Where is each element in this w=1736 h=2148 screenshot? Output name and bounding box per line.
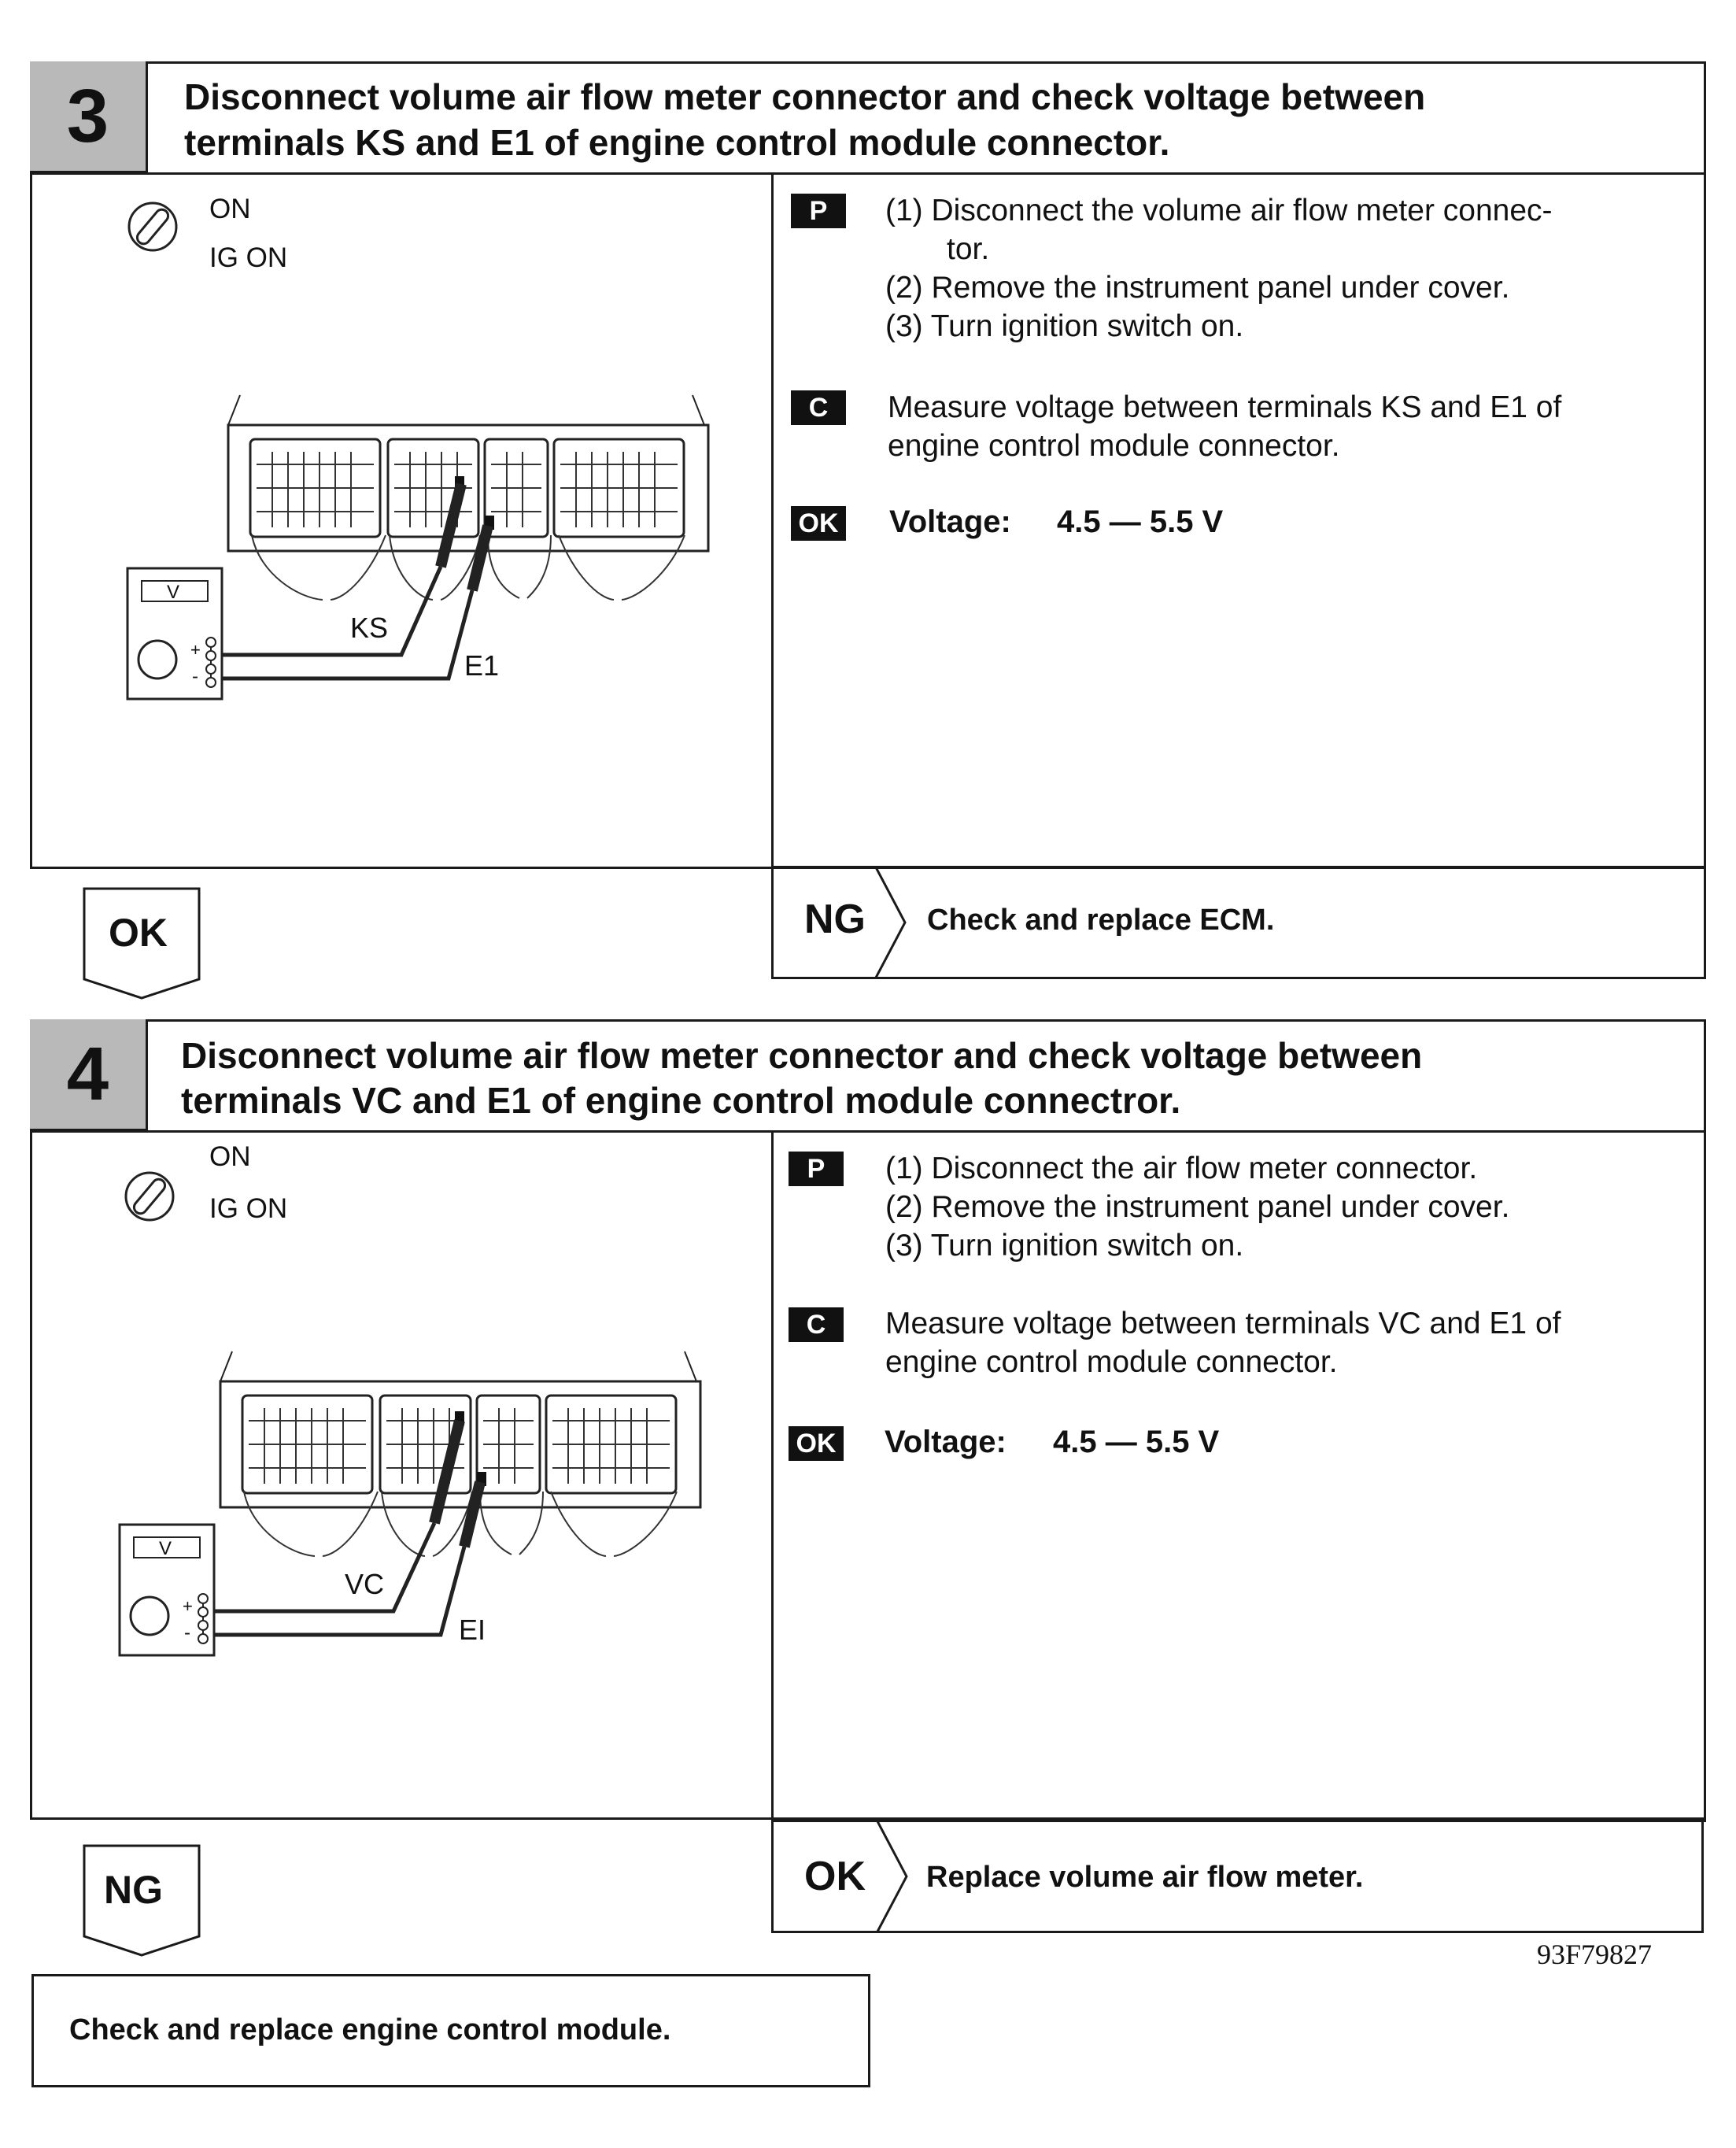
step-3-p-line-1: (1) Disconnect the volume air flow meter connec- — [885, 194, 1553, 227]
step-3-p-line-4: (3) Turn ignition switch on. — [885, 309, 1244, 343]
step-3-result-right-edge — [1704, 866, 1706, 979]
step-3-down-label: OK — [109, 911, 168, 955]
step-3-ok-badge: OK — [791, 506, 846, 541]
step-3-c-badge: C — [791, 390, 846, 425]
step-4-result-left-edge — [771, 1820, 774, 1933]
step-4-title-line1: Disconnect volume air flow meter connector and check voltage between — [181, 1035, 1423, 1076]
step-4-side-text: Replace volume air flow meter. — [926, 1861, 1364, 1894]
probe-label-ks: KS — [350, 612, 389, 644]
meter-label: V — [159, 1538, 172, 1559]
step-3-column-divider — [771, 172, 774, 869]
step-4-title-divider — [30, 1130, 1706, 1133]
ecm-connector-diagram — [118, 386, 716, 716]
step-4-ok-badge: OK — [789, 1426, 844, 1461]
step-4-c-line-1: Measure voltage between terminals VC and E1 of — [885, 1307, 1561, 1340]
step-4-title-line2: terminals VC and E1 of engine control module connectror. — [181, 1080, 1181, 1121]
switch-ig-on-label: IG ON — [209, 242, 288, 273]
step-4-p-line-3: (3) Turn ignition switch on. — [885, 1229, 1244, 1263]
step-3-title-divider — [30, 172, 1706, 175]
step-3-p-line-3: (2) Remove the instrument panel under cover. — [885, 271, 1510, 305]
step-3-number: 3 — [30, 61, 148, 173]
step-3-p-line-2: tor. — [947, 232, 990, 266]
switch-on-label: ON — [209, 1141, 251, 1172]
ignition-switch-icon — [120, 1165, 186, 1240]
step-4-result-bottom — [771, 1931, 1704, 1933]
switch-ig-on-label: IG ON — [209, 1193, 288, 1224]
step-4-p-line-2: (2) Remove the instrument panel under cover. — [885, 1190, 1510, 1224]
step-4-side-label: OK — [804, 1854, 866, 1899]
step-3-voltage-label: Voltage: — [889, 505, 1011, 539]
probe-label-e1: E1 — [464, 649, 500, 682]
step-4-column-divider — [771, 1130, 774, 1820]
step-3-result-bottom — [771, 977, 1706, 979]
step-4-voltage-label: Voltage: — [885, 1425, 1007, 1459]
ecm-connector-diagram — [110, 1342, 708, 1673]
final-action-text: Check and replace engine control module. — [69, 2013, 671, 2046]
step-3-c-line-2: engine control module connector. — [888, 429, 1340, 463]
svg-text:-: - — [184, 1622, 190, 1643]
step-4-voltage-value: 4.5 — 5.5 V — [1053, 1425, 1220, 1459]
step-4-ok-chevron — [875, 1820, 910, 1933]
svg-text:+: + — [190, 640, 201, 660]
step-3-ng-chevron — [874, 866, 908, 979]
svg-text:+: + — [183, 1596, 193, 1616]
step-3-side-label: NG — [804, 897, 866, 942]
switch-on-label: ON — [209, 194, 251, 224]
figure-id: 93F79827 — [1537, 1939, 1653, 1970]
meter-label: V — [167, 582, 180, 603]
step-4-p-line-1: (1) Disconnect the air flow meter connector. — [885, 1152, 1478, 1185]
step-4-c-line-2: engine control module connector. — [885, 1345, 1338, 1379]
step-4-number: 4 — [30, 1019, 148, 1131]
step-4-p-badge: P — [789, 1152, 844, 1186]
step-4-bottom-rule — [771, 1820, 1706, 1822]
svg-text:-: - — [192, 666, 198, 687]
step-4-result-right-edge — [1701, 1820, 1704, 1933]
step-3-title-line2: terminals KS and E1 of engine control module connector. — [184, 122, 1170, 163]
step-3-result-left-edge — [771, 866, 774, 979]
ignition-switch-icon — [123, 195, 189, 271]
probe-label-ei: EI — [459, 1614, 486, 1646]
step-3-p-badge: P — [791, 194, 846, 228]
step-3-voltage-value: 4.5 — 5.5 V — [1057, 505, 1224, 539]
step-3-side-text: Check and replace ECM. — [927, 904, 1275, 937]
step-3-bottom-rule — [771, 866, 1706, 868]
step-3-c-line-1: Measure voltage between terminals KS and E1 of — [888, 390, 1562, 424]
probe-label-vc: VC — [345, 1568, 385, 1600]
step-3-title-line1: Disconnect volume air flow meter connector and check voltage between — [184, 76, 1426, 117]
step-4-down-label: NG — [104, 1868, 163, 1912]
step-4-c-badge: C — [789, 1307, 844, 1342]
